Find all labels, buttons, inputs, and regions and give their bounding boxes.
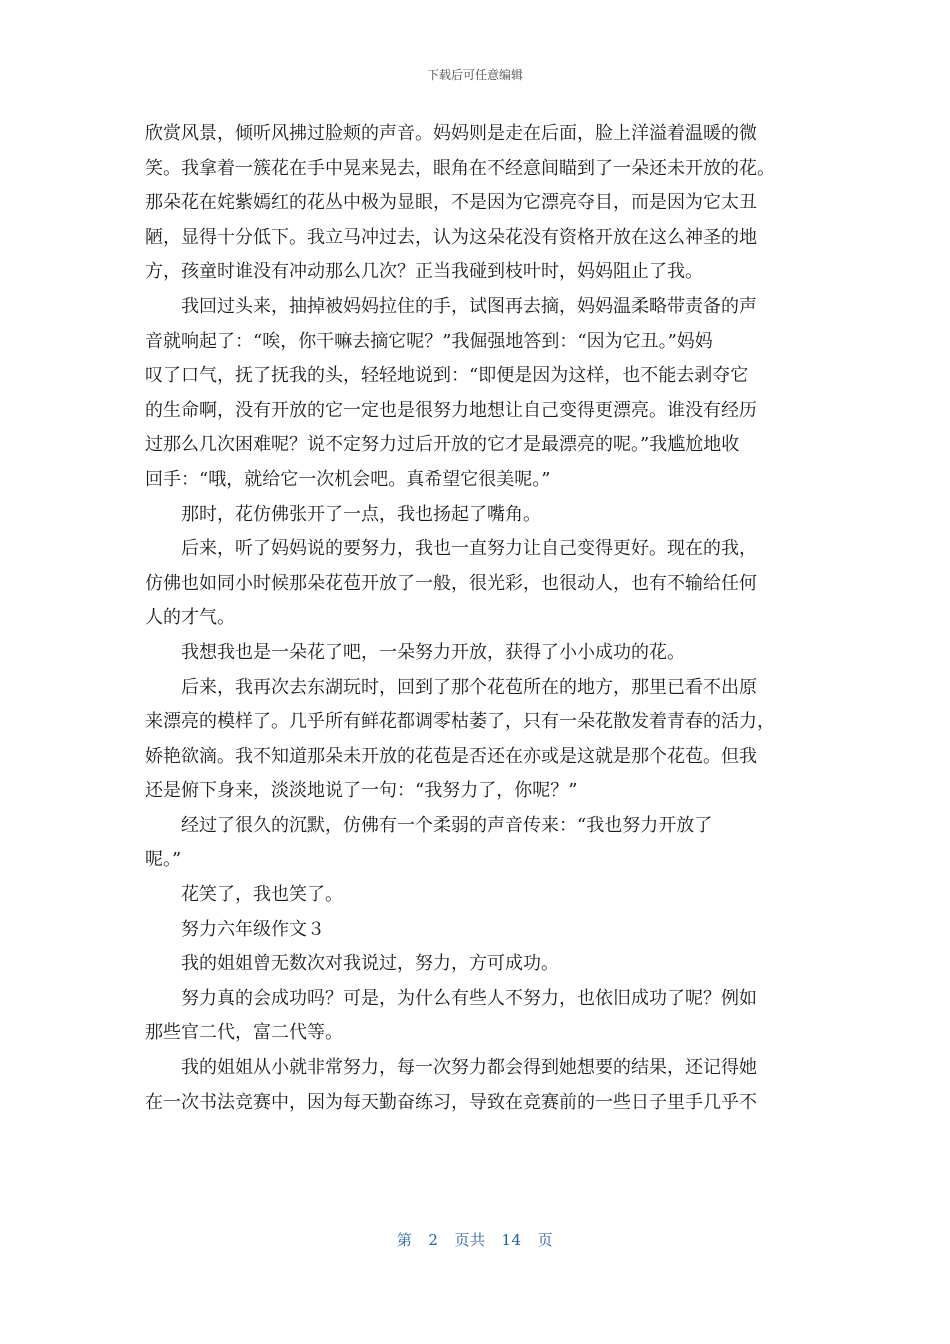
paragraph: 经过了很久的沉默，仿佛有一个柔弱的声音传来：“我也努力开放了 呢。” xyxy=(145,814,713,871)
page-header: 下载后可任意编辑 xyxy=(426,68,523,82)
paragraph: 我的姐姐曾无数次对我说过，努力，方可成功。 xyxy=(181,953,559,975)
footer-total-pages: 14 xyxy=(501,1231,522,1249)
footer-page-label: 第 xyxy=(396,1231,413,1249)
paragraph: 后来，我再次去东湖玩时，回到了那个花苞所在的地方，那里已看不出原 来漂亮的模样了。几乎所有鲜花都调零枯萎了，只有一朵花散发着青春的活力， 娇艳欲滴。我不知道那朵未开放的花苞是否还在亦或是这就是那个花苞。但我 还是俯下身来，淡淡地说了一句：“我努力了，你呢？” xyxy=(145,676,775,802)
paragraph: 花笑了，我也笑了。 xyxy=(181,884,343,906)
footer-page-of: 页共 xyxy=(454,1231,486,1249)
paragraph: 后来，听了妈妈说的要努力，我也一直努力让自己变得更好。现在的我， 仿佛也如同小时候那朵花苞开放了一般，很光彩，也很动人，也有不输给任何 人的才气。 xyxy=(145,538,757,629)
paragraph: 我回过头来，抽掉被妈妈拉住的手，试图再去摘，妈妈温柔略带责备的声 音就响起了：“唉，你干嘛去摘它呢？”我倔强地答到：“因为它丑。”妈妈 叹了口气，抚了抚我的头，轻轻地说到：“即便是因为这样，也不能去剥夺它 的生命啊，没有开放的它一定也是很努力地想让自己变得更漂亮。谁没有经历 过那么几次困难呢？说不定努力过后开放的它才是最漂亮的呢。”我尴尬地收 回手：“哦，就给它一次机会吧。真希望它很美呢。” xyxy=(145,295,757,490)
page-footer xyxy=(0,1229,950,1250)
document-body xyxy=(145,117,810,1120)
paragraph: 欣赏风景，倾听风拂过脸颊的声音。妈妈则是走在后面，脸上洋溢着温暖的微 笑。我拿着一簇花在手中晃来晃去，眼角在不经意间瞄到了一朵还未开放的花。 那朵花在姹紫嫣红的花丛中极为显眼，不是因为它漂亮夺目，而是因为它太丑 陋，显得十分低下。我立马冲过去，认为这朵花没有资格开放在这么神圣的地 方，孩童时谁没有冲动那么几次？正当我碰到枝叶时，妈妈阻止了我。 xyxy=(145,123,775,283)
paragraph: 那时，花仿佛张开了一点，我也扬起了嘴角。 xyxy=(181,503,541,525)
section-title: 努力六年级作文３ xyxy=(181,918,325,940)
paragraph: 努力真的会成功吗？可是，为什么有些人不努力，也依旧成功了呢？例如 那些官二代，富二代等。 xyxy=(145,987,757,1044)
footer-page-number: 2 xyxy=(428,1231,439,1249)
footer-page-end: 页 xyxy=(537,1231,554,1249)
paragraph: 我的姐姐从小就非常努力，每一次努力都会得到她想要的结果，还记得她 在一次书法竞赛中，因为每天勤奋练习，导致在竞赛前的一些日子里手几乎不 xyxy=(145,1057,757,1113)
paragraph: 我想我也是一朵花了吧，一朵努力开放，获得了小小成功的花。 xyxy=(181,641,685,663)
